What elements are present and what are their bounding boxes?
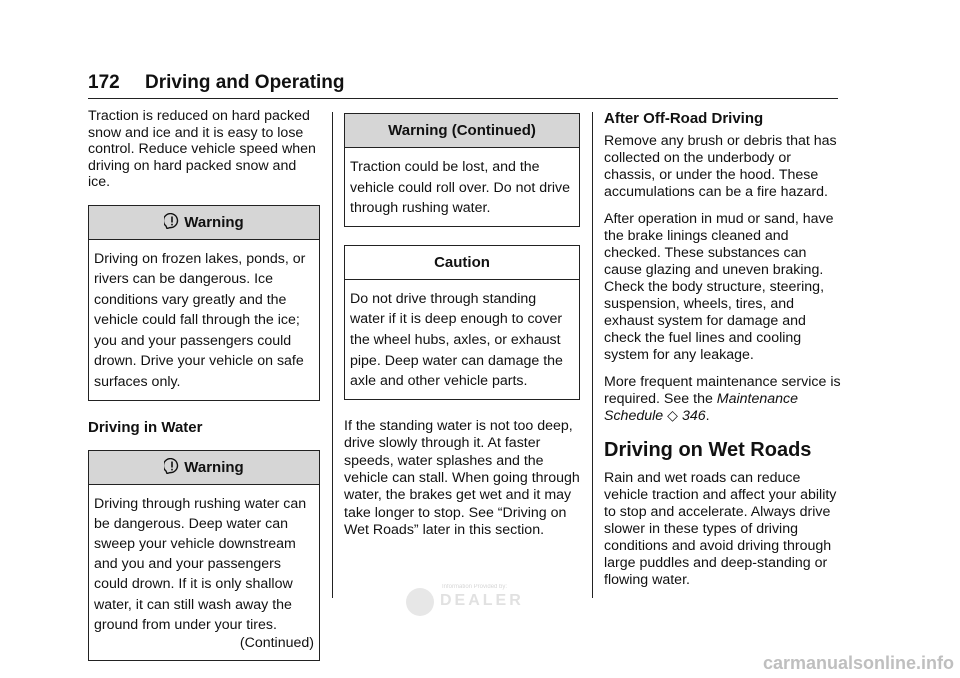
warning-header — [89, 451, 319, 485]
column-3 — [604, 110, 844, 599]
page-ref-number[interactable]: 346 — [682, 408, 706, 424]
page-ref-icon: ◇ — [667, 408, 679, 424]
warning-icon — [164, 213, 180, 229]
warning-continued-body: Traction could be lost, and the vehicle could roll over. Do not drive through rushing water. — [350, 159, 571, 217]
column-1 — [88, 108, 320, 661]
continued-label: (Continued) — [239, 635, 314, 652]
site-footer: carmanualsonline.info — [762, 653, 954, 673]
standing-water-paragraph: If the standing water is not too deep, drive slowly through it. At faster speeds, water splashes and the vehicle can stall. When going through water, the brakes get wet and it may take longer to stop. See “Driving on Wet Roads” later in this section. — [344, 417, 580, 539]
warning-continued-header: Warning (Continued) — [345, 114, 579, 148]
caution-body: Do not drive through standing water if it is deep enough to cover the wheel hubs, axles, or exhaust pipe. Deep water can damage the axle and other vehicle parts. — [350, 290, 563, 390]
column-divider — [592, 112, 593, 598]
column-2 — [344, 113, 580, 550]
heading-wet-roads: Driving on Wet Roads — [604, 439, 812, 461]
watermark-caption: Information Provided by: — [442, 584, 508, 590]
maintenance-schedule-link[interactable]: Maintenance Schedule — [604, 391, 799, 424]
paragraph-maintenance: More frequent maintenance service is required. See the Maintenance Schedule ◇ 346. — [604, 374, 841, 424]
warning-continued-box — [344, 113, 580, 227]
warning-box-water — [88, 450, 320, 662]
warning-text: Driving through rushing water can be dangerous. Deep water can sweep your vehicle downstream and you and your passengers could drown. If it is only shallow water, it can still wash away the ground from under your tires. — [94, 495, 307, 633]
warning-box-ice — [88, 205, 320, 401]
paragraph-mud-sand: After operation in mud or sand, have the brake linings cleaned and checked. These substances can cause glazing and uneven braking. Check the body structure, steering, suspension, wheels, tires, and exhaust system for damage and check the fuel lines and cooling system for any leakage. — [604, 211, 834, 363]
dealer-logo-icon — [406, 588, 434, 616]
page-header — [88, 68, 838, 99]
warning-body — [89, 485, 319, 661]
warning-title: Warning — [184, 213, 244, 231]
dealer-watermark — [406, 584, 546, 620]
warning-icon — [164, 458, 180, 474]
heading-driving-in-water: Driving in Water — [88, 418, 203, 436]
heading-after-off-road: After Off-Road Driving — [604, 110, 764, 127]
watermark-brand: DEALER — [440, 592, 524, 609]
caution-box — [344, 245, 580, 400]
warning-body: Driving on frozen lakes, ponds, or rivers can be dangerous. Ice conditions vary greatly and the vehicle could fall through the ice; you and your passengers could drown. Drive your vehicle on safe surfaces only. — [94, 250, 306, 391]
intro-paragraph: Traction is reduced on hard packed snow and ice and it is easy to lose control. Reduce vehicle speed when driving on hard packed snow and ice. — [88, 108, 316, 190]
page-number: 172 — [88, 72, 120, 93]
warning-title: Warning — [184, 458, 244, 476]
paragraph-wet-roads: Rain and wet roads can reduce vehicle traction and affect your ability to stop and accelerate. Always drive slower in these types of driving conditions and avoid driving through large puddles and deep-standing or flowing water. — [604, 470, 837, 588]
caution-header: Caution — [345, 246, 579, 280]
warning-header — [89, 206, 319, 240]
section-title: Driving and Operating — [145, 72, 345, 93]
column-divider — [332, 112, 333, 598]
paragraph-debris: Remove any brush or debris that has collected on the underbody or chassis, or under the hood. These accumulations can be a fire hazard. — [604, 133, 837, 200]
